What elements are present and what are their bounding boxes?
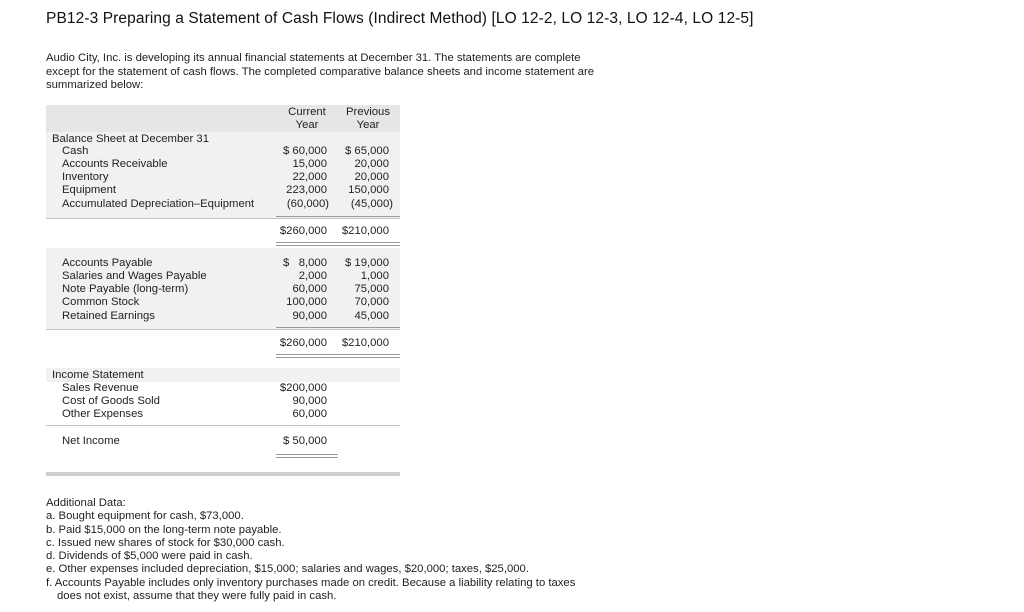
cost-of-goods-sold-current: 90,000 [292,395,327,407]
financial-statements-table [46,105,400,476]
net-income-current: $ 50,000 [283,435,327,447]
balance-sheet-heading: Balance Sheet at December 31 [52,133,209,145]
inventory-previous: 20,000 [354,171,389,183]
accounts-receivable-current: 15,000 [292,158,327,170]
other-expenses-current: 60,000 [292,408,327,420]
total-liabilities-equity-previous: $210,000 [341,337,389,349]
equipment-previous: 150,000 [348,184,389,196]
row-label-note-payable: Note Payable (long-term) [62,283,189,295]
row-label-inventory: Inventory [62,171,109,183]
total-liabilities-double-rule-top [276,354,400,355]
row-label-common-stock: Common Stock [62,296,140,308]
note-payable-previous: 75,000 [354,283,389,295]
net-income-double-rule-top [276,454,338,455]
row-label-accounts-receivable: Accounts Receivable [62,158,168,170]
total-assets-previous: $210,000 [341,225,389,237]
row-label-accumulated-depreciation: Accumulated Depreciation–Equipment [62,198,255,210]
liabilities-subtotal-rule [276,327,400,328]
additional-item-e: e. Other expenses included depreciation, $15,000; salaries and wages, $20,000; taxes, $25,000. [46,563,529,576]
row-label-accounts-payable: Accounts Payable [62,257,153,269]
additional-item-b: b. Paid $15,000 on the long-term note payable. [46,523,282,536]
row-label-salaries-wages-payable: Salaries and Wages Payable [62,270,207,282]
cash-current: $ 60,000 [283,145,327,157]
row-label-equipment: Equipment [62,184,117,196]
row-label-net-income: Net Income [62,435,120,447]
accumulated-depreciation-previous: (45,000) [350,198,393,210]
assets-section-rule [46,218,400,219]
accounts-payable-previous: $ 19,000 [345,257,389,269]
accounts-receivable-previous: 20,000 [354,158,389,170]
current-year-header: Current Year [288,106,326,131]
common-stock-current: 100,000 [286,296,327,308]
retained-earnings-previous: 45,000 [354,310,389,322]
row-label-sales-revenue: Sales Revenue [62,382,139,394]
retained-earnings-current: 90,000 [292,310,327,322]
total-liabilities-double-rule-bottom [276,357,400,358]
row-label-retained-earnings: Retained Earnings [62,310,155,322]
accounts-payable-current: $ 8,000 [283,257,327,269]
salaries-wages-payable-previous: 1,000 [360,270,389,282]
total-assets-current: $260,000 [279,225,327,237]
additional-item-c: c. Issued new shares of stock for $30,000 cash. [46,536,285,549]
additional-item-f: f. Accounts Payable includes only inventory purchases made on credit. Because a liability relating to taxes does not exist, assume that they were fully paid in cash. [46,576,576,603]
equipment-current: 223,000 [286,184,327,196]
previous-year-header: Previous Year [346,106,390,131]
income-statement-heading: Income Statement [52,369,144,381]
liabilities-section-rule [46,329,400,330]
total-assets-double-rule-top [276,242,400,243]
table-bottom-bar [46,472,400,476]
common-stock-previous: 70,000 [354,296,389,308]
cash-previous: $ 65,000 [345,145,389,157]
salaries-wages-payable-current: 2,000 [298,270,327,282]
sales-revenue-current: $200,000 [279,382,327,394]
row-label-cost-of-goods-sold: Cost of Goods Sold [62,395,160,407]
additional-item-a: a. Bought equipment for cash, $73,000. [46,510,244,523]
income-statement-rule [46,425,400,426]
problem-intro: Audio City, Inc. is developing its annual financial statements at December 31. The statements are complete except for the statement of cash flows. The completed comparative balance sheets and income statement are summarized below: [46,52,594,91]
row-label-cash: Cash [62,145,89,157]
additional-data-heading: Additional Data: [46,497,126,509]
problem-title: PB12-3 Preparing a Statement of Cash Flows (Indirect Method) [LO 12-2, LO 12-3, LO 12-4, LO 12-5] [46,10,754,27]
row-label-other-expenses: Other Expenses [62,408,144,420]
net-income-double-rule-bottom [276,457,338,458]
inventory-current: 22,000 [292,171,327,183]
note-payable-current: 60,000 [292,283,327,295]
assets-subtotal-rule [276,216,400,217]
additional-item-d: d. Dividends of $5,000 were paid in cash. [46,550,253,563]
total-liabilities-equity-current: $260,000 [279,337,327,349]
accumulated-depreciation-current: (60,000) [286,198,329,210]
additional-data [46,497,646,603]
total-assets-double-rule-bottom [276,245,400,246]
